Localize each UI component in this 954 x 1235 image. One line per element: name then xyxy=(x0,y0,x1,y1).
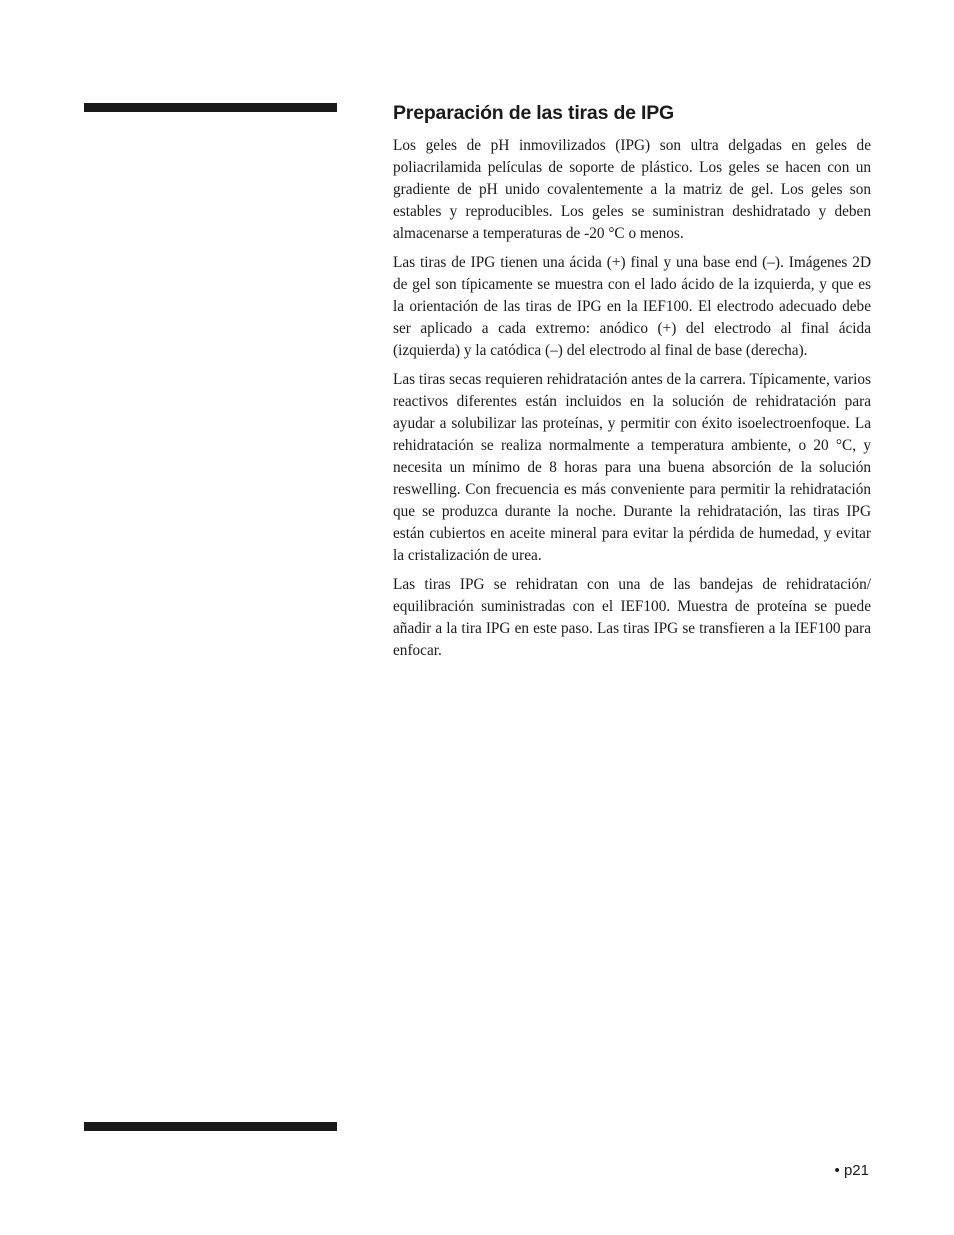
main-content xyxy=(393,100,871,669)
section-title: Preparación de las tiras de IPG xyxy=(393,102,675,124)
top-rule xyxy=(84,103,337,112)
page-number: • p21 xyxy=(834,1162,869,1179)
paragraph-trays: Las tiras IPG se rehidratan con una de las bandejas de rehidratación/ equilibración suministradas con el IEF100. Muestra de proteína se puede añadir a la tira IPG en este paso. Las tiras IPG se transfieren a la IEF100 para enfocar. xyxy=(393,576,871,659)
paragraph-ipg-orientation: Las tiras de IPG tienen una ácida (+) final y una base end (–). Imágenes 2D de gel son típicamente se muestra con el lado ácido de la izquierda, y que es la orientación de las tiras de IPG en la IEF100. El electrodo adecuado debe ser aplicado a cada extremo: anódico (+) del electrodo al final ácida (izquierda) y la catódica (–) del electrodo al final de base (derecha). xyxy=(393,254,871,359)
paragraph-ipg-intro: Los geles de pH inmovilizados (IPG) son ultra delgadas en geles de poliacrilamida películas de soporte de plástico. Los geles se hacen con un gradiente de pH unido covalentemente a la matriz de gel. Los geles son estables y reproducibles. Los geles se suministran deshidratado y deben almacenarse a temperaturas de -20 °C o menos. xyxy=(393,137,871,242)
paragraph-rehydration: Las tiras secas requieren rehidratación antes de la carrera. Típicamente, varios reactivos diferentes están incluidos en la solución de rehidratación para ayudar a solubilizar las proteínas, y permitir con éxito isoelectroenfoque. La rehidratación se realiza normalmente a temperatura ambiente, o 20 °C, y necesita un mínimo de 8 horas para una buena absorción de la solución reswelling. Con frecuencia es más conveniente para permitir la rehidratación que se produzca durante la noche. Durante la rehidratación, las tiras IPG están cubiertos en aceite mineral para evitar la pérdida de humedad, y evitar la cristalización de urea. xyxy=(393,371,871,564)
bottom-rule xyxy=(84,1122,337,1131)
